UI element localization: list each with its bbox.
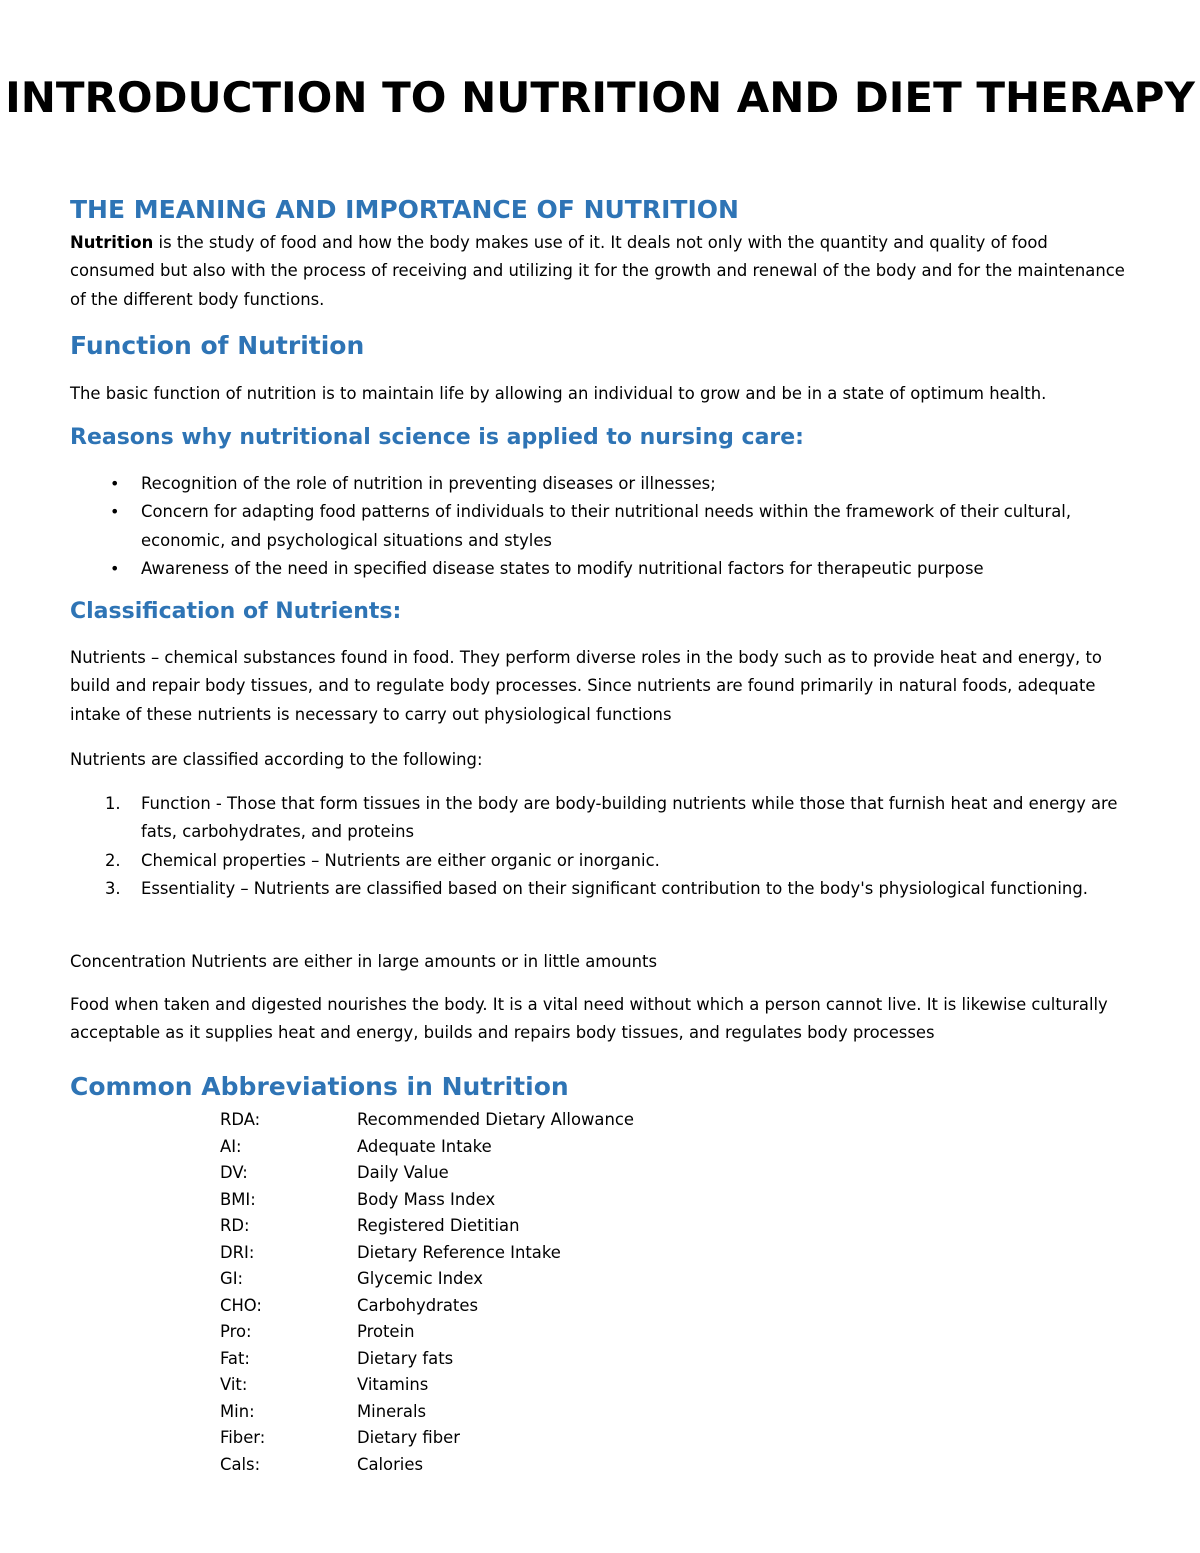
abbreviation-meaning: Daily Value	[357, 1163, 449, 1182]
abbreviation-code: DV:	[220, 1163, 248, 1182]
list-item	[70, 470, 1135, 498]
abbreviation-code: Pro:	[220, 1322, 252, 1341]
paragraph-nutrients-definition: Nutrients – chemical substances found in food. They perform diverse roles in the body such as to provide heat and energy, to build and repair body tissues, and to regulate body processes. Since nutrients are found primarily in natural foods, adequate intake of these nutrients is necessary to carry out physiological functions	[70, 648, 1102, 724]
definition-text: is the study of food and how the body makes use of it. It deals not only with the quantity and quality of food consumed but also with the process of receiving and utilizing it for the growth and renewal of the body and for the maintenance of the different body functions.	[70, 233, 1125, 309]
bullet-icon: •	[110, 502, 120, 522]
list-item	[70, 790, 1135, 847]
list-number: 1.	[105, 794, 121, 813]
abbreviation-code: CHO:	[220, 1295, 262, 1315]
abbreviation-code: Fiber:	[220, 1428, 266, 1447]
abbreviation-code: DRI:	[220, 1242, 255, 1262]
paragraph-food: Food when taken and digested nourishes the body. It is a vital need without which a person cannot live. It is likewise culturally acceptable as it supplies heat and energy, builds and repairs body tissues, and regulates body processes	[70, 995, 1108, 1043]
paragraph-concentration: Concentration Nutrients are either in large amounts or in little amounts	[70, 952, 657, 971]
list-item-text: Recognition of the role of nutrition in preventing diseases or illnesses;	[141, 474, 716, 493]
paragraph-nutrition-definition	[70, 229, 1135, 314]
abbreviation-meaning: Calories	[357, 1454, 423, 1474]
list-item-text: Chemical properties – Nutrients are either organic or inorganic.	[141, 850, 660, 870]
abbreviation-meaning: Protein	[357, 1322, 415, 1341]
list-item-text: Concern for adapting food patterns of individuals to their nutritional needs within the framework of their cultural, economic, and psychological situations and styles	[141, 502, 1072, 550]
heading-function: Function of Nutrition	[70, 331, 365, 360]
heading-meaning: THE MEANING AND IMPORTANCE OF NUTRITION	[70, 195, 739, 224]
list-item	[70, 498, 1135, 555]
reasons-list	[70, 470, 1135, 583]
abbreviation-meaning: Registered Dietitian	[357, 1216, 520, 1235]
abbreviation-code: Min:	[220, 1401, 255, 1421]
abbreviation-code: RD:	[220, 1216, 250, 1235]
paragraph-classified-lead: Nutrients are classified according to the following:	[70, 750, 483, 769]
abbreviation-meaning: Carbohydrates	[357, 1295, 478, 1315]
heading-abbreviations: Common Abbreviations in Nutrition	[70, 1072, 569, 1101]
abbreviation-meaning: Dietary fiber	[357, 1428, 460, 1447]
heading-reasons: Reasons why nutritional science is applied to nursing care:	[70, 425, 804, 450]
abbreviation-code: Fat:	[220, 1348, 250, 1368]
classification-list	[70, 790, 1135, 903]
term-nutrition: Nutrition	[70, 233, 154, 252]
list-item-text: Awareness of the need in specified disease states to modify nutritional factors for therapeutic purpose	[141, 558, 984, 578]
list-number: 2.	[105, 850, 121, 870]
list-item-text: Function - Those that form tissues in the body are body-building nutrients while those that furnish heat and energy are fats, carbohydrates, and proteins	[141, 794, 1118, 842]
abbreviation-meaning: Recommended Dietary Allowance	[357, 1110, 634, 1129]
abbreviation-meaning: Minerals	[357, 1401, 427, 1421]
bullet-icon: •	[110, 558, 120, 578]
abbreviation-meaning: Glycemic Index	[357, 1269, 483, 1288]
abbreviation-code: RDA:	[220, 1110, 261, 1129]
list-item	[70, 847, 1135, 875]
document-title: INTRODUCTION TO NUTRITION AND DIET THERAPY	[5, 73, 1195, 122]
list-item	[70, 555, 1135, 583]
abbreviation-code: BMI:	[220, 1189, 256, 1209]
list-item	[70, 875, 1135, 903]
abbreviation-meaning: Dietary Reference Intake	[357, 1242, 561, 1262]
abbreviation-code: Vit:	[220, 1375, 248, 1394]
paragraph-function: The basic function of nutrition is to maintain life by allowing an individual to grow and be in a state of optimum health.	[70, 384, 1047, 403]
list-number: 3.	[105, 878, 121, 898]
abbreviation-meaning: Vitamins	[357, 1375, 429, 1394]
abbreviation-code: GI:	[220, 1269, 244, 1288]
abbreviation-meaning: Adequate Intake	[357, 1136, 492, 1156]
abbreviation-meaning: Body Mass Index	[357, 1189, 496, 1209]
abbreviation-code: Cals:	[220, 1454, 261, 1474]
list-item-text: Essentiality – Nutrients are classified based on their significant contribution to the body's physiological functioning.	[141, 878, 1088, 898]
heading-classification: Classification of Nutrients:	[70, 599, 402, 624]
abbreviation-meaning: Dietary fats	[357, 1348, 454, 1368]
bullet-icon: •	[110, 474, 120, 493]
abbreviation-code: AI:	[220, 1136, 242, 1156]
